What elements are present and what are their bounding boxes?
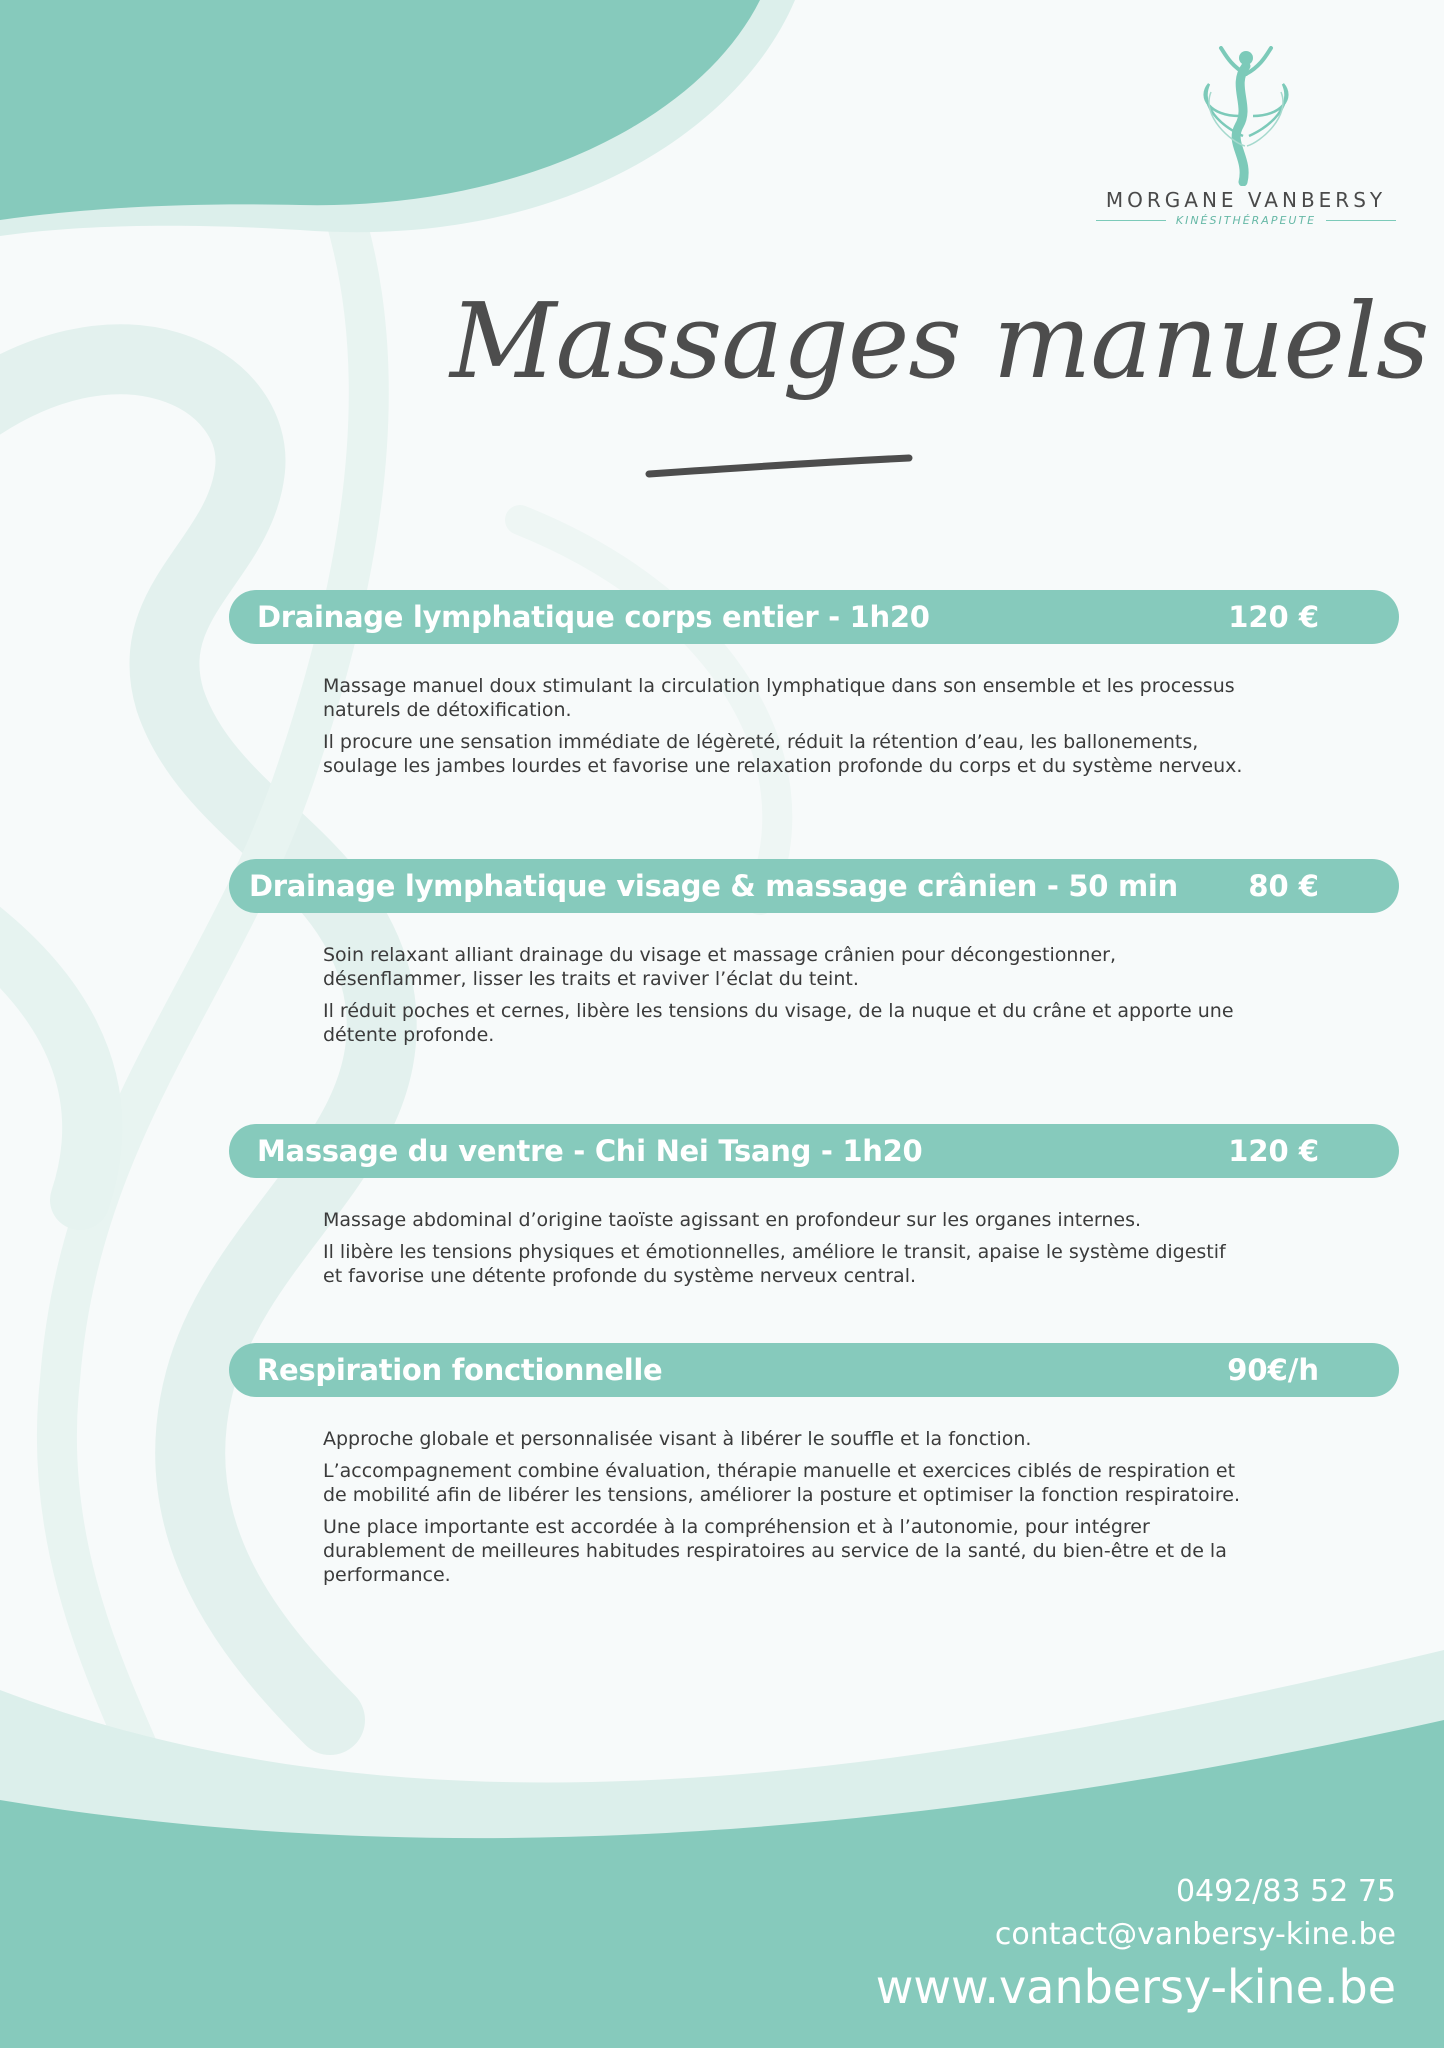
service-card bbox=[229, 859, 1399, 1055]
contact-website-link[interactable]: www.vanbersy-kine.be bbox=[875, 1960, 1396, 2014]
description-paragraph: Il libère les tensions physiques et émotionnelles, améliore le transit, apaise le système digestif et favorise une détente profonde du système nerveux central. bbox=[323, 1241, 1226, 1287]
service-header-bar bbox=[229, 590, 1399, 644]
service-card bbox=[229, 590, 1399, 786]
description-paragraph: Il procure une sensation immédiate de légèreté, réduit la rétention d’eau, les ballonements, soulage les jambes lourdes et favorise une relaxation profonde du corps et du système nerveux. bbox=[323, 731, 1243, 777]
description-paragraph: Massage manuel doux stimulant la circulation lymphatique dans son ensemble et les processus naturels de détoxification. bbox=[323, 675, 1235, 721]
service-header-bar bbox=[229, 1343, 1399, 1397]
description-paragraph: Une place importante est accordée à la compréhension et à l’autonomie, pour intégrer durablement de meilleures habitudes respiratoires au service de la santé, du bien-être et de la performance. bbox=[323, 1516, 1227, 1586]
dancer-logo-icon bbox=[1191, 46, 1301, 186]
service-description bbox=[323, 943, 1243, 1047]
service-title: Massage du ventre - Chi Nei Tsang - 1h20 bbox=[257, 1134, 923, 1168]
brand-logo bbox=[1096, 46, 1396, 246]
description-paragraph: Approche globale et personnalisée visant à libérer le souffle et la fonction. bbox=[323, 1428, 1032, 1450]
service-card bbox=[229, 1343, 1399, 1595]
description-paragraph: Il réduit poches et cernes, libère les tensions du visage, de la nuque et du crâne et apporte une détente profonde. bbox=[323, 1000, 1234, 1046]
service-header-bar bbox=[229, 1124, 1399, 1178]
contact-phone[interactable]: 0492/83 52 75 bbox=[1175, 1874, 1396, 1909]
divider bbox=[1326, 220, 1396, 221]
description-paragraph: Massage abdominal d’origine taoïste agissant en profondeur sur les organes internes. bbox=[323, 1209, 1142, 1231]
service-title: Respiration fonctionnelle bbox=[257, 1353, 663, 1387]
contact-email-link[interactable]: contact@vanbersy-kine.be bbox=[994, 1917, 1396, 1952]
service-price: 90€/h bbox=[1227, 1353, 1319, 1387]
contact-block bbox=[876, 1870, 1396, 2018]
title-underline bbox=[645, 450, 915, 480]
service-description bbox=[323, 674, 1243, 778]
service-description bbox=[323, 1208, 1243, 1288]
service-price: 120 € bbox=[1228, 1134, 1319, 1168]
brand-name: MORGANE VANBERSY bbox=[1105, 188, 1387, 212]
description-paragraph: Soin relaxant alliant drainage du visage et massage crânien pour décongestionner, désenflammer, lisser les traits et raviver l’éclat du teint. bbox=[323, 944, 1117, 990]
service-price: 120 € bbox=[1228, 600, 1319, 634]
brand-subtitle-row bbox=[1096, 214, 1396, 227]
brand-subtitle: KINÉSITHÉRAPEUTE bbox=[1175, 214, 1317, 227]
service-title: Drainage lymphatique corps entier - 1h20 bbox=[257, 600, 930, 634]
page-title-block bbox=[380, 280, 1429, 500]
divider bbox=[1096, 220, 1166, 221]
description-paragraph: L’accompagnement combine évaluation, thérapie manuelle et exercices ciblés de respiration et de mobilité afin de libérer les tensions, améliorer la posture et optimiser la fonction respiratoire. bbox=[323, 1460, 1241, 1506]
service-title: Drainage lymphatique visage & massage crânien - 50 min bbox=[249, 869, 1178, 903]
service-price: 80 € bbox=[1248, 869, 1319, 903]
service-card bbox=[229, 1124, 1399, 1296]
service-description bbox=[323, 1427, 1243, 1587]
page-title: Massages manuels bbox=[450, 280, 1429, 402]
service-header-bar bbox=[229, 859, 1399, 913]
